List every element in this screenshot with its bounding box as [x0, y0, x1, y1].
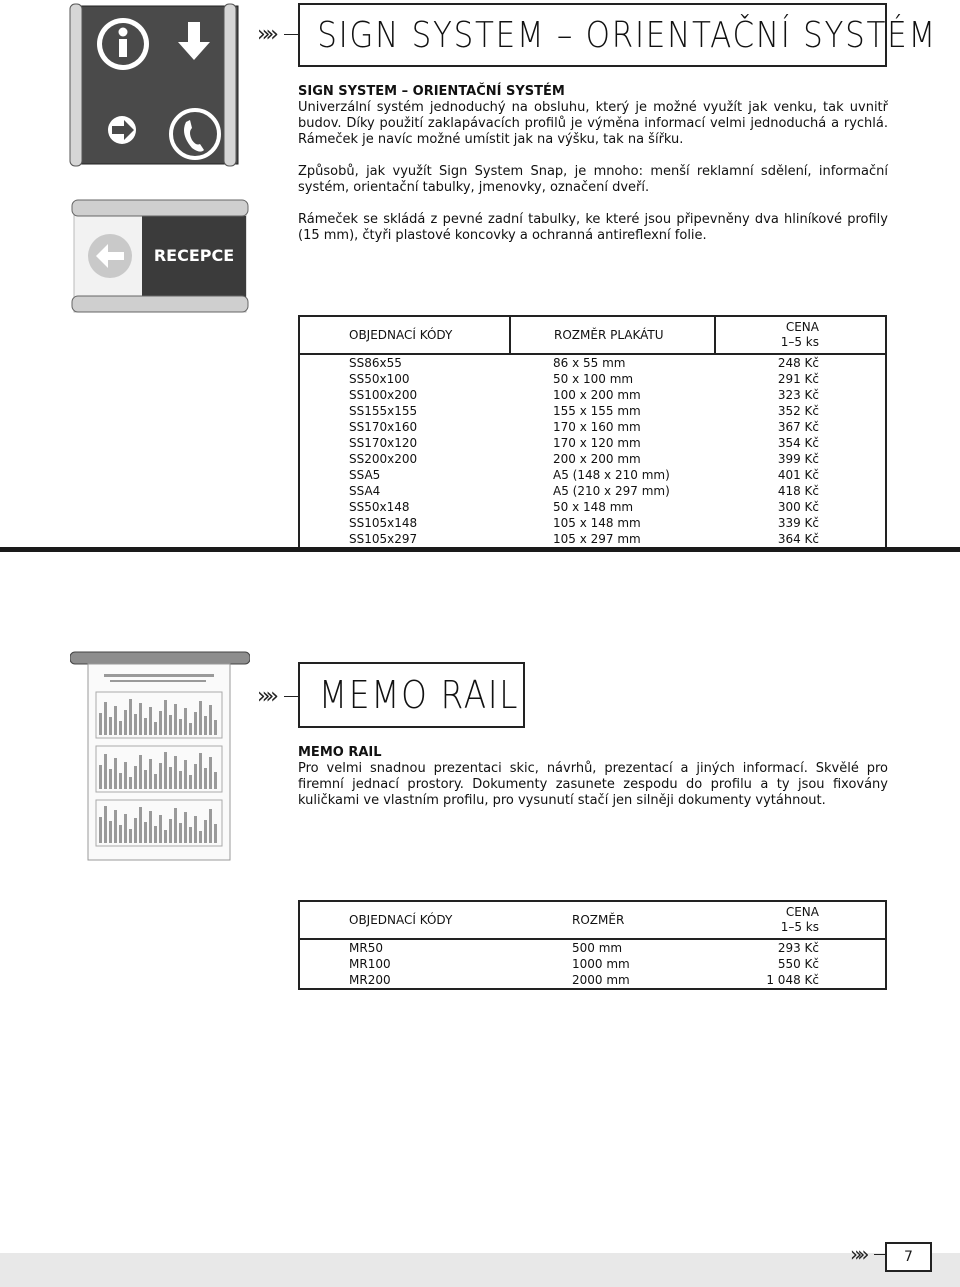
- table-row: [299, 419, 886, 435]
- size-cell: 100 x 200 mm: [553, 388, 641, 402]
- order-code-cell: SS86x55: [349, 356, 402, 370]
- chevron-decoration-icon: »»: [850, 1242, 865, 1266]
- price-cell: 291 Kč: [777, 372, 819, 386]
- chevron-decoration-icon: »»: [257, 684, 274, 709]
- price-cell: 300 Kč: [777, 500, 819, 514]
- size-cell: A5 (148 x 210 mm): [553, 468, 670, 482]
- price-label: CENA: [785, 320, 819, 334]
- price-cell: 248 Kč: [777, 356, 819, 370]
- table-row: [299, 531, 886, 548]
- sign-system-title-box: [298, 3, 937, 67]
- order-code-cell: SSA4: [349, 484, 381, 498]
- table-row: [299, 451, 886, 467]
- memo-rail-title: MEMO RAIL: [318, 673, 520, 717]
- price-qty-label: 1–5 ks: [780, 920, 819, 934]
- size-cell: 200 x 200 mm: [553, 452, 641, 466]
- sign-system-paragraph-3: Rámeček se skládá z pevné zadní tabulky, ke které jsou připevněny dva hliníkové profily (15 mm), čtyři plastové koncovky a ochranná antireflexní folie.: [298, 212, 888, 243]
- col-header-codes: OBJEDNACÍ KÓDY: [299, 901, 509, 939]
- price-cell: 1 048 Kč: [766, 973, 819, 987]
- sign-system-paragraph-1: Univerzální systém jednoduchý na obsluhu, který je možné využít jak venku, tak uvnitř budov. Díky použití zaklapávacích profilů je výměna informací velmi jednoduchá a rychlá. Rámeček je navíc možné umístit jak na výšku, tak na šířku.: [298, 100, 888, 147]
- price-cell: 401 Kč: [777, 468, 819, 482]
- order-code-cell: SS105x297: [349, 532, 418, 546]
- memo-rail-image: [70, 650, 250, 862]
- memo-rail-lead: MEMO RAIL: [298, 745, 382, 760]
- sign-system-description: [298, 84, 888, 260]
- table-row: [299, 499, 886, 515]
- price-label: CENA: [785, 905, 819, 919]
- order-code-cell: SS50x100: [349, 372, 410, 386]
- price-cell: 323 Kč: [777, 388, 819, 402]
- table-row: [299, 403, 886, 419]
- table-header-row: [299, 901, 886, 939]
- size-cell: 2000 mm: [572, 973, 630, 987]
- order-code-cell: SS105x148: [349, 516, 418, 530]
- recepce-sign-image: [70, 198, 250, 318]
- sign-system-price-table: [298, 315, 887, 549]
- memo-rail-price-table: [298, 900, 887, 990]
- chevron-decoration-icon: »»: [257, 22, 274, 47]
- col-header-size: ROZMĚR: [509, 901, 732, 939]
- size-cell: A5 (210 x 297 mm): [553, 484, 670, 498]
- sign-frame-icons-image: [68, 2, 250, 172]
- footer-band: [0, 1253, 960, 1287]
- size-cell: 1000 mm: [572, 957, 630, 971]
- order-code-cell: SS50x148: [349, 500, 410, 514]
- table-row: [299, 467, 886, 483]
- order-code-cell: SS170x160: [349, 420, 418, 434]
- col-header-price: [715, 316, 886, 354]
- table-row: [299, 483, 886, 499]
- table-row: [299, 972, 886, 989]
- page-number: 7: [885, 1242, 932, 1272]
- order-code-cell: SS155x155: [349, 404, 418, 418]
- price-cell: 418 Kč: [777, 484, 819, 498]
- size-cell: 105 x 148 mm: [553, 516, 641, 530]
- order-code-cell: SSA5: [349, 468, 381, 482]
- recepce-label: RECEPCE: [153, 246, 235, 265]
- table-row: [299, 515, 886, 531]
- order-code-cell: MR200: [349, 973, 391, 987]
- size-cell: 500 mm: [572, 941, 623, 955]
- size-cell: 105 x 297 mm: [553, 532, 641, 546]
- price-cell: 339 Kč: [777, 516, 819, 530]
- price-cell: 399 Kč: [777, 452, 819, 466]
- table-row: [299, 435, 886, 451]
- size-cell: 170 x 120 mm: [553, 436, 641, 450]
- size-cell: 170 x 160 mm: [553, 420, 641, 434]
- price-cell: 550 Kč: [777, 957, 819, 971]
- sign-system-title: SIGN SYSTEM – ORIENTAČNÍ SYSTÉM: [317, 14, 937, 56]
- order-code-cell: SS200x200: [349, 452, 418, 466]
- price-qty-label: 1–5 ks: [780, 335, 819, 349]
- table-row: [299, 354, 886, 371]
- size-cell: 50 x 100 mm: [553, 372, 634, 386]
- table-row: [299, 371, 886, 387]
- memo-rail-paragraph-1: Pro velmi snadnou prezentaci skic, návrhů, prezentací a jiných informací. Skvělé pro firemní jednací prostory. Dokumenty zasunete zespodu do profilu a ty jsou fixovány kuličkami ve vlastním profilu, pro vysunutí stačí jen silněji dokumenty vytáhnout.: [298, 761, 888, 808]
- memo-rail-description: [298, 745, 888, 825]
- price-cell: 367 Kč: [777, 420, 819, 434]
- col-header-codes: OBJEDNACÍ KÓDY: [299, 316, 510, 354]
- order-code-cell: MR50: [349, 941, 383, 955]
- sign-system-intro: [298, 84, 888, 148]
- size-cell: 86 x 55 mm: [553, 356, 626, 370]
- size-cell: 155 x 155 mm: [553, 404, 641, 418]
- sign-system-lead: SIGN SYSTEM – ORIENTAČNÍ SYSTÉM: [298, 84, 565, 99]
- table-header-row: [299, 316, 886, 354]
- order-code-cell: SS170x120: [349, 436, 418, 450]
- col-header-price: [732, 901, 886, 939]
- size-cell: 50 x 148 mm: [553, 500, 634, 514]
- price-cell: 364 Kč: [777, 532, 819, 546]
- price-cell: 293 Kč: [777, 941, 819, 955]
- order-code-cell: SS100x200: [349, 388, 418, 402]
- table-row: [299, 939, 886, 956]
- price-cell: 352 Kč: [777, 404, 819, 418]
- memo-rail-title-box: [298, 662, 525, 728]
- memo-rail-intro: [298, 745, 888, 809]
- price-cell: 354 Kč: [777, 436, 819, 450]
- col-header-size: ROZMĚR PLAKÁTU: [510, 316, 715, 354]
- section-divider: [0, 547, 960, 552]
- table-row: [299, 956, 886, 972]
- table-row: [299, 387, 886, 403]
- sign-system-paragraph-2: Způsobů, jak využít Sign System Snap, je mnoho: menší reklamní sdělení, informační systém, orientační tabulky, jmenovky, označení dveří.: [298, 164, 888, 195]
- order-code-cell: MR100: [349, 957, 391, 971]
